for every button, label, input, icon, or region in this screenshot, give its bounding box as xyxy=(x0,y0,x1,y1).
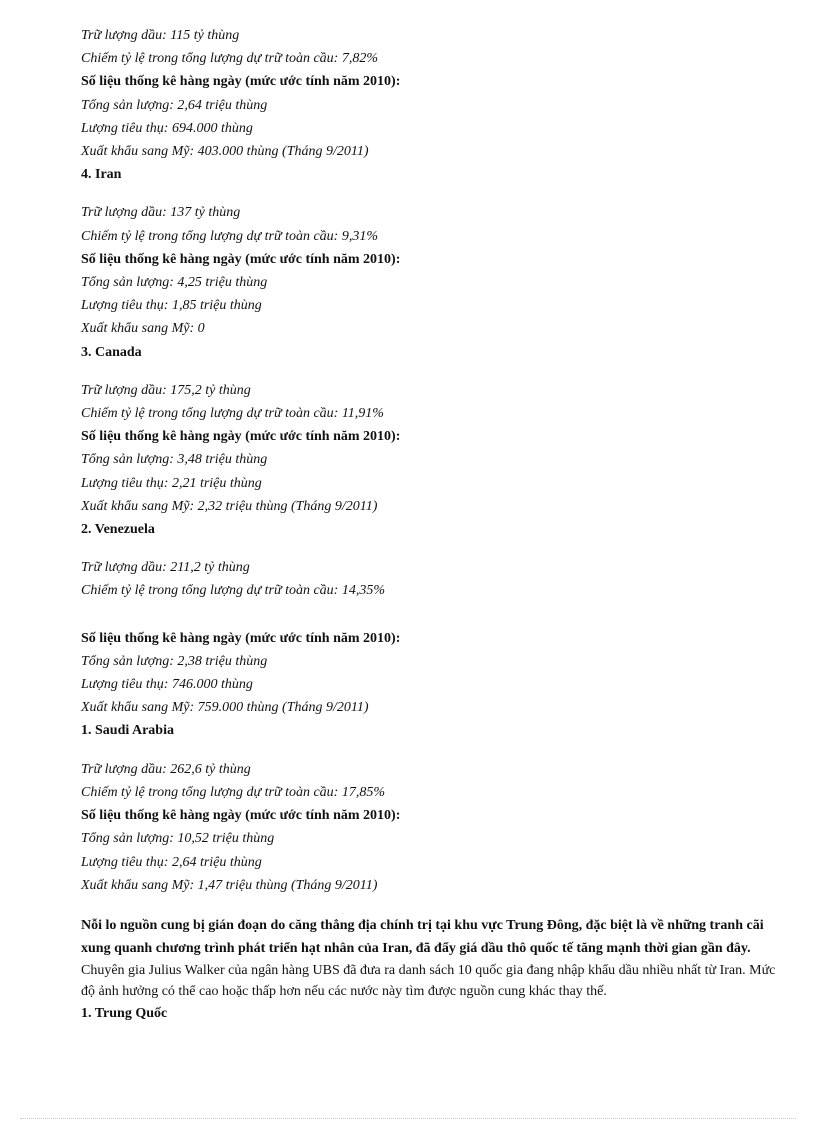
reserves-line: Trữ lượng dầu: 115 tỷ thùng xyxy=(81,28,240,43)
production-line: Tổng sản lượng: 3,48 triệu thùng xyxy=(81,452,268,468)
page-divider xyxy=(20,1118,796,1119)
production-line: Tổng sản lượng: 2,38 triệu thùng xyxy=(81,653,268,669)
share-line: Chiếm tỷ lệ trong tổng lượng dự trữ toàn cầu: 11,91% xyxy=(81,406,384,422)
production-line: Tổng sản lượng: 10,52 triệu thùng xyxy=(81,831,275,847)
production-line: Tổng sản lượng: 2,64 triệu thùng xyxy=(81,97,268,113)
exports-line: Xuất khẩu sang Mỹ: 403.000 thùng (Tháng 9/2011) xyxy=(81,144,369,160)
consumption-line: Lượng tiêu thụ: 746.000 thùng xyxy=(81,677,253,693)
consumption-line: Lượng tiêu thụ: 2,21 triệu thùng xyxy=(81,475,262,491)
share-line: Chiếm tỷ lệ trong tổng lượng dự trữ toàn cầu: 14,35% xyxy=(81,583,386,599)
stats-heading: Số liệu thống kê hàng ngày (mức ước tính năm 2010): xyxy=(81,429,401,445)
reserves-line: Trữ lượng dầu: 262,6 tỷ thùng xyxy=(81,761,251,777)
consumption-line: Lượng tiêu thụ: 1,85 triệu thùng xyxy=(81,298,262,314)
stats-heading: Số liệu thống kê hàng ngày (mức ước tính năm 2010): xyxy=(81,74,401,90)
country-heading-canada: 3. Canada xyxy=(81,344,142,360)
country-heading-china: 1. Trung Quốc xyxy=(81,1005,168,1021)
share-line: Chiếm tỷ lệ trong tổng lượng dự trữ toàn cầu: 9,31% xyxy=(81,228,379,244)
lead-paragraph: Nỗi lo nguồn cung bị gián đoạn do căng thẳng địa chính trị tại khu vực Trung Đông, đặc biệt là về những tranh cãi xung quanh chương trình phát triển hạt nhân của Iran, đã đẩy giá dầu thô quốc tế tăng mạnh thời gian gần đây. xyxy=(81,917,764,956)
exports-line: Xuất khẩu sang Mỹ: 0 xyxy=(81,321,205,337)
stats-heading: Số liệu thống kê hàng ngày (mức ước tính năm 2010): xyxy=(81,251,401,267)
reserves-line: Trữ lượng dầu: 137 tỷ thùng xyxy=(81,205,241,221)
stats-heading: Số liệu thống kê hàng ngày (mức ước tính năm 2010): xyxy=(81,808,401,824)
exports-line: Xuất khẩu sang Mỹ: 759.000 thùng (Tháng 9/2011) xyxy=(81,700,369,716)
document-page xyxy=(81,24,781,1025)
reserves-line: Trữ lượng dầu: 211,2 tỷ thùng xyxy=(81,560,250,576)
exports-line: Xuất khẩu sang Mỹ: 2,32 triệu thùng (Tháng 9/2011) xyxy=(81,498,378,514)
consumption-line: Lượng tiêu thụ: 694.000 thùng xyxy=(81,120,253,136)
country-heading-venezuela: 2. Venezuela xyxy=(81,522,155,538)
body-paragraph: Chuyên gia Julius Walker của ngân hàng UBS đã đưa ra danh sách 10 quốc gia đang nhập khẩu dầu nhiều nhất từ Iran. Mức độ ảnh hưởng có thể cao hoặc thấp hơn nếu các nước này tìm được nguồn cung khác thay thế. xyxy=(81,962,776,999)
stats-heading: Số liệu thống kê hàng ngày (mức ước tính năm 2010): xyxy=(81,630,401,646)
share-line: Chiếm tỷ lệ trong tổng lượng dự trữ toàn cầu: 7,82% xyxy=(81,51,379,67)
country-heading-saudi-arabia: 1. Saudi Arabia xyxy=(81,723,174,739)
reserves-line: Trữ lượng dầu: 175,2 tỷ thùng xyxy=(81,382,251,398)
country-heading-iran: 4. Iran xyxy=(81,167,122,183)
consumption-line: Lượng tiêu thụ: 2,64 triệu thùng xyxy=(81,854,262,870)
share-line: Chiếm tỷ lệ trong tổng lượng dự trữ toàn cầu: 17,85% xyxy=(81,784,386,800)
production-line: Tổng sản lượng: 4,25 triệu thùng xyxy=(81,275,268,291)
exports-line: Xuất khẩu sang Mỹ: 1,47 triệu thùng (Tháng 9/2011) xyxy=(81,877,378,893)
